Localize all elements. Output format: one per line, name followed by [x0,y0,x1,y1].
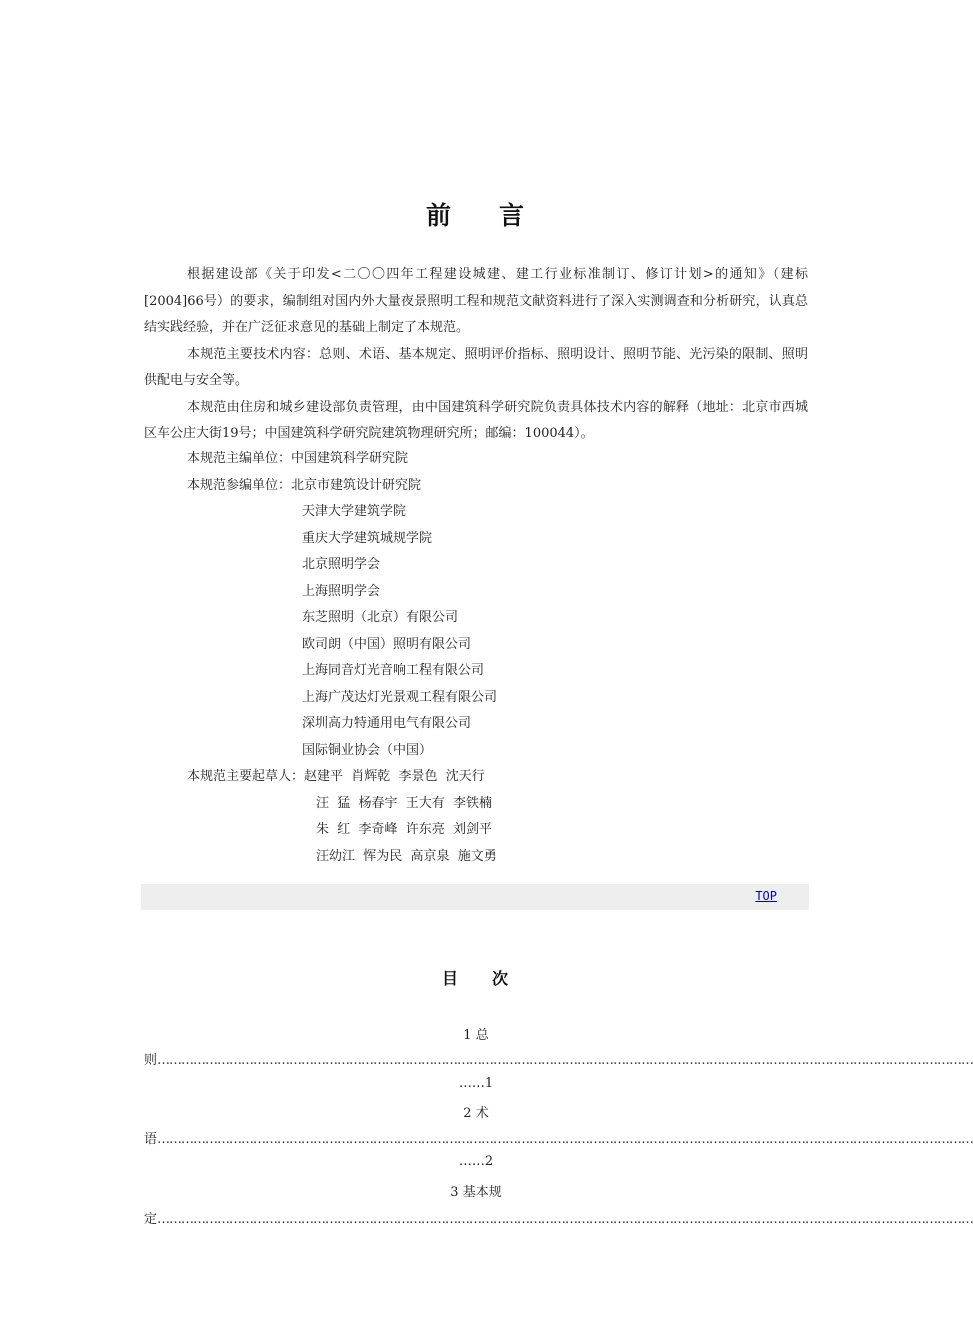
drafters-line: 汪 猛 杨春宇 王大有 李铁楠 [316,795,493,811]
preface-title [0,196,950,232]
drafters-line: 朱 红 李奇峰 许东亮 刘剑平 [316,822,493,837]
drafters-row [187,764,485,791]
toc-entry-tail: 定 [144,1212,158,1227]
co-unit-item: 东芝照明（北京）有限公司 [302,610,459,625]
toc-entry-leader[interactable] [144,1049,973,1068]
co-unit-item: 上海同音灯光音响工程有限公司 [302,663,485,678]
chief-unit-row [187,446,408,473]
toc-entry-page: ……2 [458,1154,494,1169]
co-unit-item: 深圳高力特通用电气有限公司 [302,716,472,731]
co-units-label: 本规范参编单位： [187,477,292,493]
toc-entry-heading[interactable]: 3 基本规 [450,1185,502,1200]
co-unit-item: 上海照明学会 [302,583,381,599]
preface-paragraph-2: 本规范主要技术内容：总则、术语、基本规定、照明评价指标、照明设计、照明节能、光污染的限制、照明供配电与安全等。 [144,346,808,388]
co-unit-item: 上海广茂达灯光景观工程有限公司 [302,689,498,705]
leader-dots: …………………………………………………………………………………………………………………………………………………………………………………… [157,1132,973,1147]
co-unit-item: 北京照明学会 [302,557,381,572]
back-to-top-link[interactable]: TOP [755,889,777,903]
leader-dots: …………………………………………………………………………………………………………………………………………………………………………………… [157,1212,973,1227]
preface-title-char-1: 前 [425,201,451,230]
toc-entry-leader[interactable] [144,1208,973,1227]
co-unit-item: 北京市建筑设计研究院 [291,477,422,493]
co-unit-item: 重庆大学建筑城规学院 [302,530,433,546]
toc-entry-heading[interactable]: 1 总 [463,1028,489,1043]
co-unit-item: 国际铜业协会（中国） [302,742,433,758]
units-block [144,446,808,866]
preface-title-char-2: 言 [499,201,525,230]
preface-body [144,262,808,448]
top-bar [141,884,809,910]
toc-entry-tail: 则 [144,1053,158,1068]
co-unit-item: 天津大学建筑学院 [302,504,407,519]
chief-unit-name: 中国建筑科学研究院 [291,451,409,466]
drafters-line: 汪幼江 恽为民 高京泉 施文勇 [316,848,497,864]
toc-entry-tail: 语 [144,1132,158,1147]
co-units-row [187,473,421,500]
toc-entry-leader[interactable] [144,1128,973,1147]
preface-paragraph-3: 本规范由住房和城乡建设部负责管理，由中国建筑科学研究院负责具体技术内容的解释（地址：北京市西城区车公庄大街19号；中国建筑科学研究院建筑物理研究所；邮编：100044）。 [144,399,808,441]
co-unit-item: 欧司朗（中国）照明有限公司 [302,636,472,652]
drafters-label: 本规范主要起草人： [187,769,305,784]
drafters-line: 赵建平 肖辉乾 李景色 沈天行 [304,769,485,784]
toc-title-char-2: 次 [492,969,509,988]
chief-unit-label: 本规范主编单位： [187,451,292,466]
toc-title-char-1: 目 [441,969,458,988]
toc-title [0,966,950,989]
toc-entry-page: ……1 [458,1076,494,1091]
leader-dots: …………………………………………………………………………………………………………………………………………………………………………………… [157,1053,973,1068]
toc-entry-heading[interactable]: 2 术 [463,1106,489,1121]
preface-paragraph-1: 根据建设部《关于印发<二〇〇四年工程建设城建、建工行业标准制订、修订计划>的通知》（建标[2004]66号）的要求，编制组对国内外大量夜景照明工程和规范文献资料进行了深入实测调查和分析研究，认真总结实践经验，并在广泛征求意见的基础上制定了本规范。 [144,267,808,335]
